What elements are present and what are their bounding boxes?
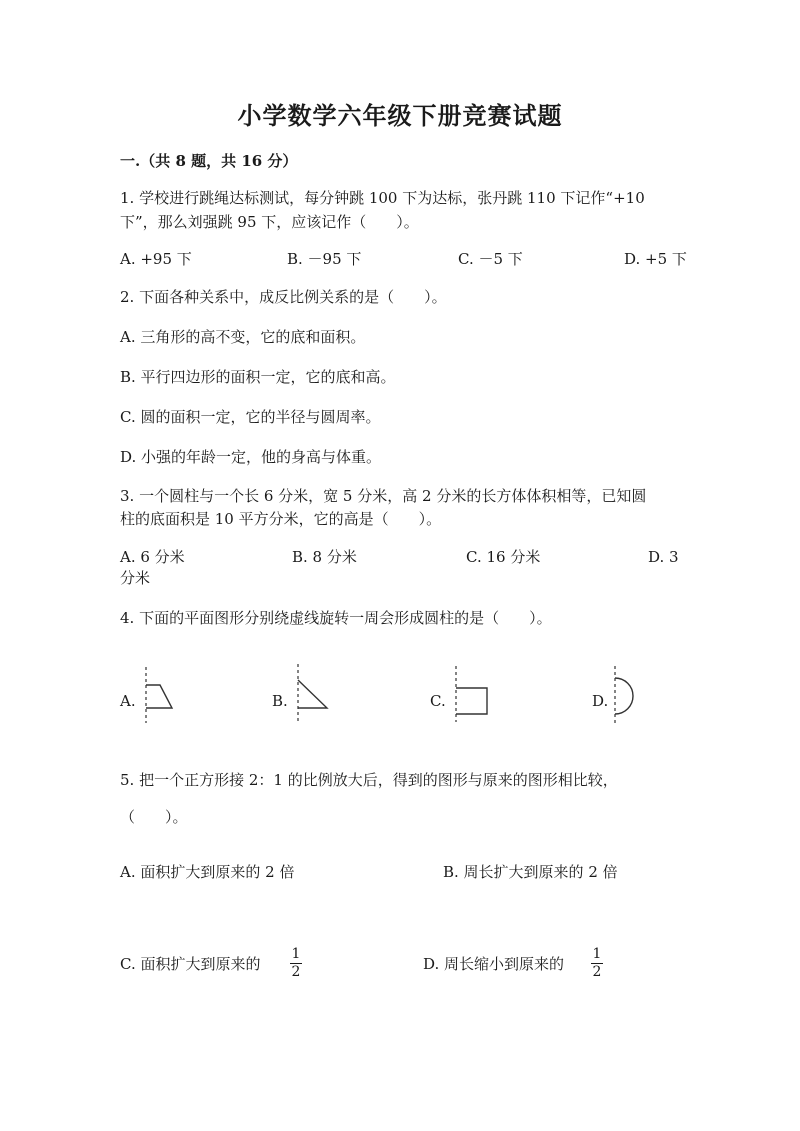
q3-option-d: D. 3 <box>648 548 679 566</box>
q3-stem-line2: 柱的底面积是 10 平方分米，它的高是（ ）。 <box>120 510 442 528</box>
q1-option-d: D. +5 下 <box>624 250 687 268</box>
q1-option-b: B. －95 下 <box>287 250 362 268</box>
fraction-numerator: 1 <box>592 946 602 962</box>
fraction-numerator: 1 <box>291 946 301 962</box>
q4-label-c: C. <box>430 692 446 710</box>
q5-stem-line1: 5. 把一个正方形接 2：1 的比例放大后，得到的图形与原来的图形相比较， <box>120 771 618 789</box>
q3-option-c: C. 16 分米 <box>466 548 541 566</box>
q5-stem-line2: （ ）。 <box>120 808 188 826</box>
q5-option-d: D. 周长缩小到原来的 <box>423 955 565 973</box>
page-title: 小学数学六年级下册竞赛试题 <box>237 101 563 130</box>
q2-stem: 2. 下面各种关系中，成反比例关系的是（ ）。 <box>120 288 447 306</box>
q4-label-a: A. <box>120 692 136 710</box>
q3-option-d-wrap: 分米 <box>120 569 151 587</box>
q3-option-b: B. 8 分米 <box>292 548 357 566</box>
q4-label-d: D. <box>592 692 609 710</box>
q4-stem: 4. 下面的平面图形分别绕虚线旋转一周会形成圆柱的是（ ）。 <box>120 609 552 627</box>
q2-option-a: A. 三角形的高不变，它的底和面积。 <box>120 328 366 346</box>
q3-stem-line1: 3. 一个圆柱与一个长 6 分米，宽 5 分米，高 2 分米的长方体体积相等，已知圆 <box>120 487 647 505</box>
q4-label-b: B. <box>272 692 288 710</box>
q3-option-a: A. 6 分米 <box>120 548 185 566</box>
q2-option-b: B. 平行四边形的面积一定，它的底和高。 <box>120 368 396 386</box>
q5-option-c: C. 面积扩大到原来的 <box>120 955 261 973</box>
q2-option-c: C. 圆的面积一定，它的半径与圆周率。 <box>120 408 381 426</box>
q5-option-b: B. 周长扩大到原来的 2 倍 <box>443 863 618 881</box>
q1-option-c: C. －5 下 <box>458 250 523 268</box>
q1-stem-line2: 下”，那么刘强跳 95 下，应该记作（ ）。 <box>120 213 419 231</box>
q1-option-a: A. +95 下 <box>120 250 192 268</box>
q1-stem-line1: 1. 学校进行跳绳达标测试，每分钟跳 100 下为达标，张丹跳 110 下记作“+10 <box>120 189 645 207</box>
fraction-denominator: 2 <box>291 964 301 980</box>
q4-figure-c-rectangle <box>449 664 494 724</box>
fraction-denominator: 2 <box>592 964 602 980</box>
q5-option-c-fraction <box>289 946 303 981</box>
section-heading: 一.（共 8 题，共 16 分） <box>120 152 298 170</box>
q2-option-d: D. 小强的年龄一定，他的身高与体重。 <box>120 448 382 466</box>
q4-figure-a-trapezoid <box>140 665 180 725</box>
q5-option-a: A. 面积扩大到原来的 2 倍 <box>120 863 295 881</box>
q5-option-d-fraction <box>590 946 604 981</box>
q4-figure-d-semicircle <box>608 664 643 726</box>
q4-figure-b-triangle <box>291 662 336 724</box>
